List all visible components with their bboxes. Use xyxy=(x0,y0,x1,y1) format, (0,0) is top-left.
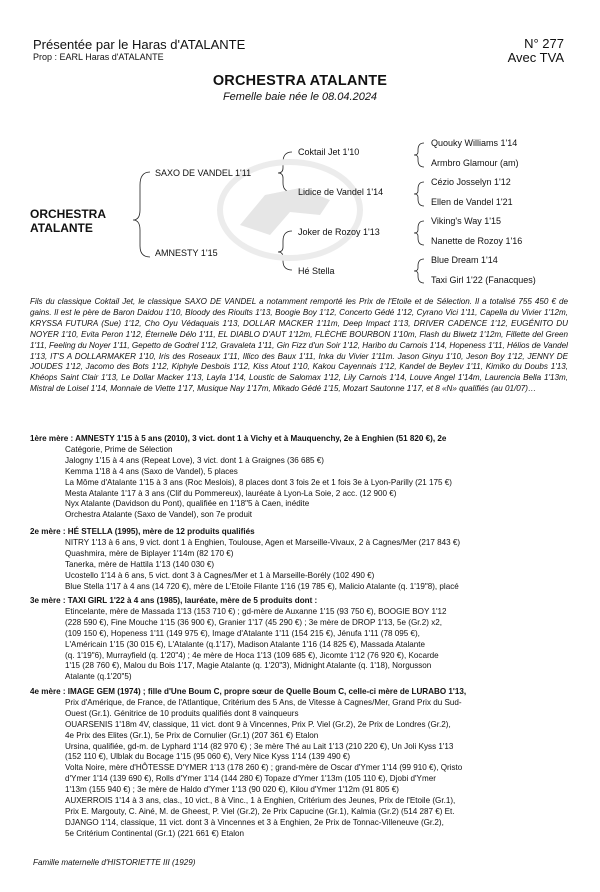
sire: SAXO DE VANDEL 1'11 xyxy=(155,168,252,178)
mere1-line: Jalogny 1'15 à 4 ans (Repeat Love), 3 vict. dont 1 à Graignes (36 685 €) xyxy=(65,455,324,465)
sdd: Ellen de Vandel 1'21 xyxy=(431,197,513,207)
mere2-line: NITRY 1'13 à 6 ans, 9 vict. dont 1 à Enghien, Toulouse, Agen et Marseille-Vivaux, 2 à Cagnes/Mer (217 843 €) xyxy=(65,537,461,547)
mere4-line: Prix d'Amérique, de France, de l'Atlantique, Critérium des 5 Ans, de Vitesse à Cagnes/Mer, Grand Prix du Sud- xyxy=(65,697,462,707)
mere4-line: OUARSENIS 1'18m 4V, classique, 11 vict. dont 9 à Vincennes, Prix P. Viel (Gr.2), 2e Prix de Londres (Gr.2), xyxy=(65,719,451,729)
pedigree-horse-name xyxy=(30,207,106,235)
second-dam-section xyxy=(30,527,568,592)
mere4-line: 4e Prix des Elites (Gr.1), 5e Prix de Cornulier (Gr.1) (207 361 €) Etalon xyxy=(65,730,319,740)
dss: Viking's Way 1'15 xyxy=(431,216,501,226)
mere3-line: (228 590 €), Fine Mouche 1'15 (36 900 €), Granier 1'17 (45 290 €) ; 3e mère de DROP 1'13, 5e (Gr.2) x2, xyxy=(65,617,443,627)
mere4-line: DJANGO 1'14, classique, 11 vict. dont 3 à Vincennes et 3 à Enghien, 2e Prix de Tonnac-Villeneuve (Gr.2), xyxy=(65,817,444,827)
mere3-line: 1'15 (28 760 €), Malou du Bois 1'17, Magie Atalante (q. 1'20"3), Midnight Atalante (q. 1'18), Norgusson xyxy=(65,661,432,671)
lot-number: N° 277 xyxy=(524,36,564,51)
mere4-line: Ouest (Gr.1). Génitrice de 10 produits qualifiés dont 8 vainqueurs xyxy=(65,708,299,718)
dam: AMNESTY 1'15 xyxy=(155,248,218,258)
mere4-line: Prix E. Margouty, C. Ainé, M. de Gheest, P. Viel (Gr.2), 2e Prix Capucine (Gr.1), Kalmia (Gr.2) (514 287 €) Et. xyxy=(65,806,455,816)
sire-dam: Lidice de Vandel 1'14 xyxy=(298,187,384,197)
dam-dam: Hé Stella xyxy=(298,266,335,276)
maternal-family: Famille maternelle d'HISTORIETTE III (1929) xyxy=(33,858,196,867)
dam-sire: Joker de Rozoy 1'13 xyxy=(298,227,380,237)
mere4-line: 4e mère : IMAGE GEM (1974) ; fille d'Une Boum C, propre sœur de Quelle Boum C, celle-ci mère de LURABO 1'13, xyxy=(30,687,467,696)
mere4-line: 1'13m (155 940 €) ; 3e mère de Haldo d'Ymer 1'13 (90 020 €), Kilou d'Ymer 1'12m (91 805 €) xyxy=(65,785,399,795)
presenter-line: Présentée par le Haras d'ATALANTE xyxy=(33,37,246,52)
horse-name-line1: ORCHESTRA xyxy=(30,207,107,221)
mere1-line: Kemma 1'18 à 4 ans (Saxo de Vandel), 5 places xyxy=(65,466,238,476)
sire-description xyxy=(30,297,568,395)
mere3-line: 3e mère : TAXI GIRL 1'22 à 4 ans (1985), lauréate, mère de 5 produits dont : xyxy=(30,596,318,605)
mere4-line: AUXERROIS 1'14 à 3 ans, clas., 10 vict., 8 à Vinc., 1 à Enghien, Critérium des Jeunes, Prix de l'Etoile (Gr.1), xyxy=(65,796,456,806)
mere4-line: Volta Noire, mère d'HÔTESSE D'YMER 1'13 (178 260 €) ; grand-mère de Oscar d'Ymer 1'14 (99 910 €), Qristo xyxy=(65,763,463,773)
ssd: Armbro Glamour (am) xyxy=(431,158,519,168)
ddd: Taxi Girl 1'22 (Fanacques) xyxy=(431,275,536,285)
sire-sire: Coktail Jet 1'10 xyxy=(298,147,360,157)
dds: Blue Dream 1'14 xyxy=(431,255,498,265)
mere4-line: Ursina, qualifiée, gd-m. de Lyphard 1'14 (82 970 €) ; 3e mère Thé au Lait 1'13 (210 220 €), Un Joli Kyss 1'13 xyxy=(65,741,454,751)
mere4-line: d'Ymer 1'14 (139 690 €), Rolls d'Ymer 1'14 (144 280 €) Topaze d'Ymer 1'13m (105 110 €), Djobi d'Ymer xyxy=(65,774,436,784)
mere1-line: 1ère mère : AMNESTY 1'15 à 5 ans (2010), 3 vict. dont 1 à Vichy et à Mauquenchy, 2e à Enghien (51 820 €), 2e xyxy=(30,434,447,443)
mere3-line: L'Américain 1'15 (30 015 €), L'Atalante (q.1'17), Madison Atalante 1'16 (14 825 €), Massada Atalante xyxy=(65,639,426,649)
horse-name-line2: ATALANTE xyxy=(30,221,93,235)
intro-text: Fils du classique Coktail Jet, le classique SAXO DE VANDEL a notamment remporté les Prix de l'Etoile et de Sélection. Il a totalisé 755 450 € de gains. Il est le père de Baron Daidou 1'10, Bloody des Rioults 1'13, Boogie Boy 1'12, Concerto Gédé 1'12, Cyrano Vici 1'11, Capella du Vivier 1'12m, KRYSSA FUTURA (Sue) 1'12, Cho Oyu Védaquais 1'13, DOLLAR MACKER 1'11m, Deep Impact 1'13, DRIVER CADENCE 1'12, EUGÉNITO DU NOYER 1'10, Evita Peron 1'12, Éternelle Délo 1'11, EL DIABLO D'AUT 1'12m, FLÈCHE BOURBON 1'10m, Flash du Biwetz 1'12m, Fillette del Green 1'11, Feeling du Noyer 1'11, Gepetto de Godrel 1'12, Gravaleta 1'11, Gin Fizz d'un Soir 1'12, Haribo du Carnois 1'14, Hopeness 1'11, Hélios de Vandel 1'13, IT'S A DOLLARMAKER 1'10, Iris des Roseaux 1'11, Illico des Baux 1'11, Inka du Vivier 1'11m. Jason Ginyu 1'10, Jeson Boy 1'12, JENNY DE JOUDES 1'12, Jacomo des Bots 1'12, Kiphyle Desbois 1'12, Kiss Atout 1'10, Kakou Cayennais 1'12, Kandel de Beylev 1'11, Kimiko du Doubs 1'13, Khéops Saint Clair 1'13, Le Dollar Macker 1'13, Layla 1'14, Loustic de Salomax 1'12, Lily Carnois 1'14, Louve Angel 1'14m, Laurencia Bella 1'13m, Mistral de Loisel 1'14, Monnaie de Viette 1'17, Musique Nay 1'17m, Mikado Gédé 1'15, Mozart Sautonne 1'17, et 8 «N» qualifiés (au 01/07)… xyxy=(30,297,568,394)
mere1-line: Catégorie, Prime de Sélection xyxy=(65,444,173,454)
mere4-line: 5e Critérium Continental (Gr.1) (221 661 €) Etalon xyxy=(65,828,245,838)
mere2-line: Blue Stella 1'17 à 4 ans (14 720 €), mère de L'Etoile Filante 1'16 (19 785 €), Malicio Atalante (q. 1'19"8), placé xyxy=(65,581,459,591)
mere1-line: Nyx Atalante (Davidson du Pont), qualifiée en 1'18"5 à Caen, inédite xyxy=(65,499,310,509)
mere2-line: 2e mère : HÉ STELLA (1995), mère de 12 produits qualifiés xyxy=(30,527,255,536)
mere2-line: Quashmira, mère de Biplayer 1'14m (82 170 €) xyxy=(65,548,234,558)
mere4-line: (152 110 €), Ulblak du Bocage 1'15 (95 060 €), Very Nice Kyss 1'14 (139 490 €) xyxy=(65,752,351,762)
sss: Quouky Williams 1'14 xyxy=(431,138,518,148)
mere3-line: Etincelante, mère de Massada 1'13 (153 710 €) ; gd-mère de Auxanne 1'15 (93 750 €), BOOGIE BOY 1'12 xyxy=(65,606,447,616)
sds: Cézio Josselyn 1'12 xyxy=(431,177,511,187)
fourth-dam-section xyxy=(30,687,568,840)
mere3-line: (109 150 €), Hopeness 1'11 (149 975 €), Image d'Atalante 1'11 (154 215 €), Jénufa 1'11 (78 095 €), xyxy=(65,628,420,638)
third-dam-section xyxy=(30,596,568,683)
mere1-line: Orchestra Atalante (Saxo de Vandel), son 7e produit xyxy=(65,510,253,520)
mere1-line: La Môme d'Atalante 1'15 à 3 ans (Roc Meslois), 8 places dont 3 fois 2e et 1 fois 3e à Lyon-Parilly (21 175 €) xyxy=(65,477,453,487)
first-dam-section xyxy=(30,434,568,521)
mere2-line: Ucostello 1'14 à 6 ans, 5 vict. dont 3 à Cagnes/Mer et 1 à Marseille-Borély (102 490 €) xyxy=(65,570,375,580)
mere1-line: Mesta Atalante 1'17 à 3 ans (Clif du Pommereux), lauréate à Lyon-La Soie, 2 acc. (12 900 €) xyxy=(65,488,397,498)
tax-label: Avec TVA xyxy=(507,50,564,65)
owner-line: Prop : EARL Haras d'ATALANTE xyxy=(33,52,164,62)
dsd: Nanette de Rozoy 1'16 xyxy=(431,236,523,246)
horse-description: Femelle baie née le 08.04.2024 xyxy=(222,91,378,103)
horse-title: ORCHESTRA ATALANTE xyxy=(212,73,388,89)
mere2-line: Tanerka, mère de Hattila 1'13 (140 030 €) xyxy=(65,559,215,569)
mere3-line: Atalante (q.1'20"5) xyxy=(65,672,132,682)
mere3-line: (q. 1'19"6), Murrayfield (q. 1'20"4) ; 4e mère de Hoca 1'13 (109 685 €), Jicomte 1'12 (76 920 €), Kocarde xyxy=(65,650,439,660)
